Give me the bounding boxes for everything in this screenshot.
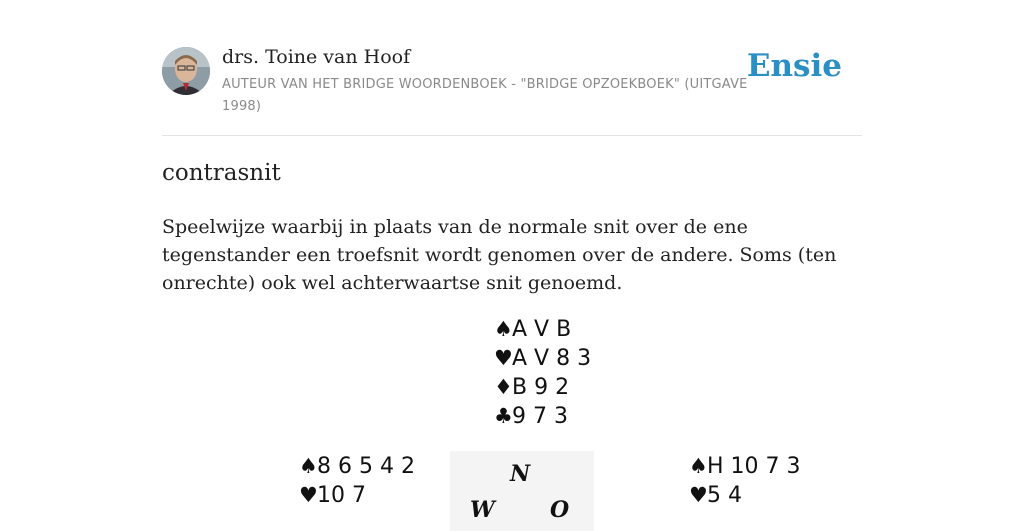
ensie-logo[interactable]: Ensie: [746, 48, 842, 84]
diamond-icon: ♦: [494, 375, 513, 399]
east-spades-row: [689, 452, 801, 481]
entry-header: [162, 44, 862, 122]
compass-diagram: [450, 451, 594, 531]
north-hearts: A V 8 3: [512, 346, 592, 371]
spade-icon: ♠: [689, 454, 708, 478]
compass-west: W: [470, 497, 495, 523]
compass-north: N: [510, 461, 531, 487]
spade-icon: ♠: [494, 317, 513, 341]
heart-icon: ♥: [299, 483, 318, 507]
author-description: AUTEUR VAN HET BRIDGE WOORDENBOEK - "BRIDGE OPZOEKBOEK" (UITGAVE 1998): [222, 77, 748, 114]
east-hearts-row: [689, 481, 801, 510]
hand-east: [689, 452, 801, 510]
east-hearts: 5 4: [707, 483, 742, 508]
north-hearts-row: [494, 344, 591, 373]
west-hearts: 10 7: [317, 483, 366, 508]
west-hearts-row: [299, 481, 415, 510]
north-spades: A V B: [512, 317, 572, 342]
hand-west: [299, 452, 415, 510]
north-diamonds: B 9 2: [512, 375, 570, 400]
header-divider: [162, 135, 862, 136]
west-spades: 8 6 5 4 2: [317, 454, 415, 479]
entry-definition: Speelwijze waarbij in plaats van de normale snit over de ene tegenstander een troefsnit wordt genomen over de andere. Soms (ten onrechte) ook wel achterwaartse snit genoemd.: [162, 216, 837, 294]
west-spades-row: [299, 452, 415, 481]
north-clubs: 9 7 3: [512, 404, 568, 429]
compass-east: O: [550, 497, 570, 523]
north-spades-row: [494, 315, 591, 344]
author-avatar[interactable]: [162, 47, 210, 95]
east-spades: H 10 7 3: [707, 454, 801, 479]
heart-icon: ♥: [689, 483, 708, 507]
club-icon: ♣: [494, 404, 513, 428]
author-photo: [162, 47, 210, 95]
heart-icon: ♥: [494, 346, 513, 370]
hand-north: [494, 315, 591, 431]
author-name[interactable]: drs. Toine van Hoof: [222, 46, 411, 68]
north-clubs-row: [494, 402, 591, 431]
entry-term: contrasnit: [162, 160, 281, 186]
north-diamonds-row: [494, 373, 591, 402]
spade-icon: ♠: [299, 454, 318, 478]
